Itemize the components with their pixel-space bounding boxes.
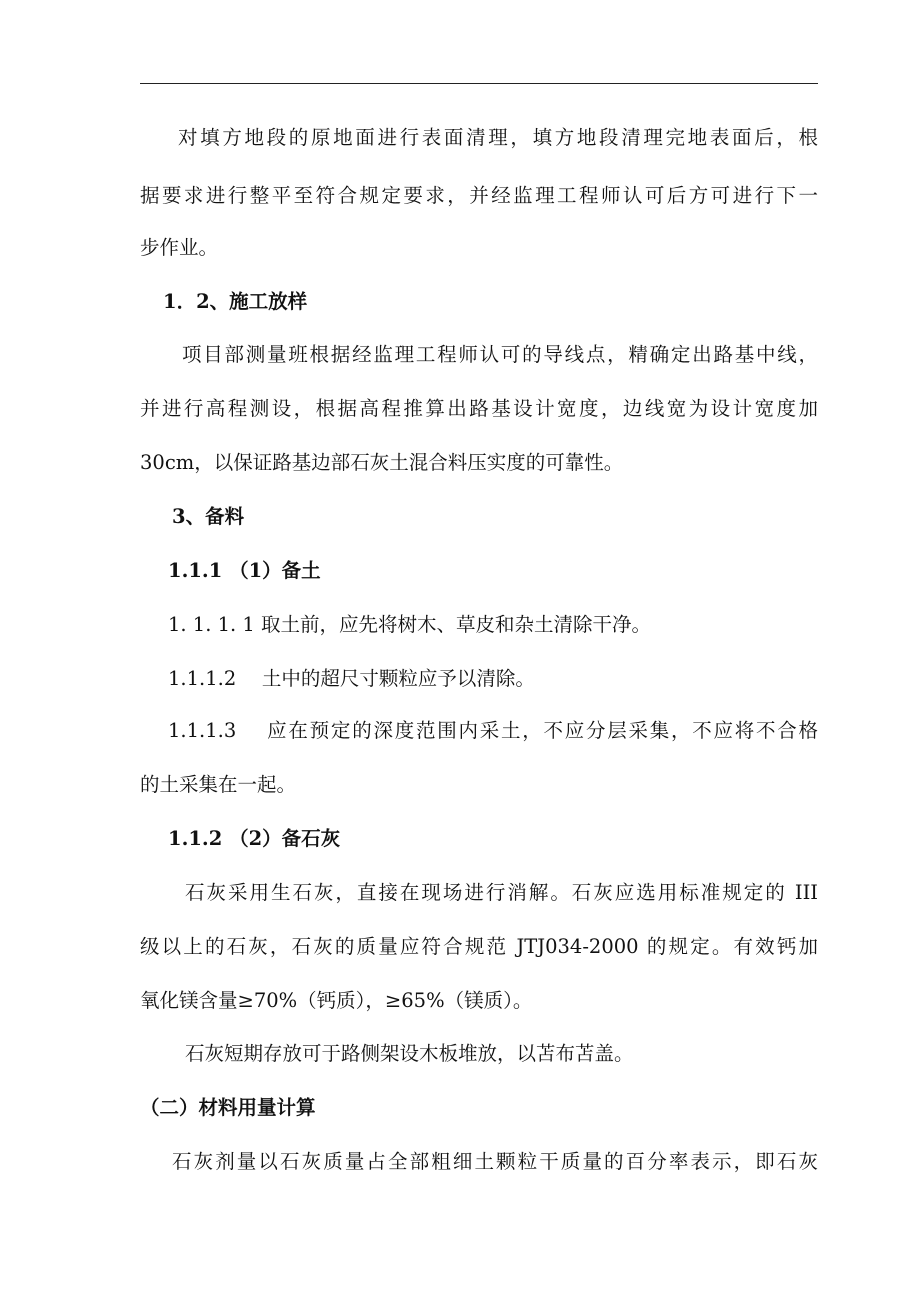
- text-line: 石灰剂量以石灰质量占全部粗细土颗粒干质量的百分率表示，即石灰: [172, 1150, 818, 1173]
- text-line: 1.1.1.2 土中的超尺寸颗粒应予以清除。: [168, 667, 535, 690]
- section-heading: 1.1.2 （2）备石灰: [168, 827, 341, 850]
- text-line: 步作业。: [140, 236, 219, 259]
- text-line: 的土采集在一起。: [140, 773, 297, 796]
- section-heading: 3、备料: [172, 505, 245, 528]
- text-line: 对填方地段的原地面进行表面清理，填方地段清理完地表面后，根: [178, 126, 818, 149]
- section-heading: （二）材料用量计算: [140, 1096, 316, 1119]
- text-line: 1.1.1.3 应在预定的深度范围内采土，不应分层采集，不应将不合格: [168, 719, 818, 742]
- text-line: 并进行高程测设，根据高程推算出路基设计宽度，边线宽为设计宽度加: [140, 397, 818, 420]
- section-heading: 1.1.1 （1）备土: [168, 559, 321, 582]
- section-heading: 1．2、施工放样: [163, 290, 308, 313]
- text-line: 据要求进行整平至符合规定要求，并经监理工程师认可后方可进行下一: [140, 184, 818, 207]
- text-line: 石灰短期存放可于路侧架设木板堆放，以苫布苫盖。: [185, 1042, 634, 1065]
- text-line: 30cm，以保证路基边部石灰土混合料压实度的可靠性。: [140, 451, 624, 474]
- text-line: 级以上的石灰，石灰的质量应符合规范 JTJ034-2000 的规定。有效钙加: [140, 935, 818, 958]
- text-line: 氧化镁含量≥70%（钙质），≥65%（镁质）。: [140, 989, 533, 1012]
- header-rule: [140, 83, 818, 84]
- text-line: 1. 1. 1. 1 取土前，应先将树木、草皮和杂土清除干净。: [168, 613, 652, 636]
- text-line: 项目部测量班根据经监理工程师认可的导线点，精确定出路基中线，: [182, 343, 818, 366]
- text-line: 石灰采用生石灰，直接在现场进行消解。石灰应选用标准规定的 III: [185, 881, 818, 904]
